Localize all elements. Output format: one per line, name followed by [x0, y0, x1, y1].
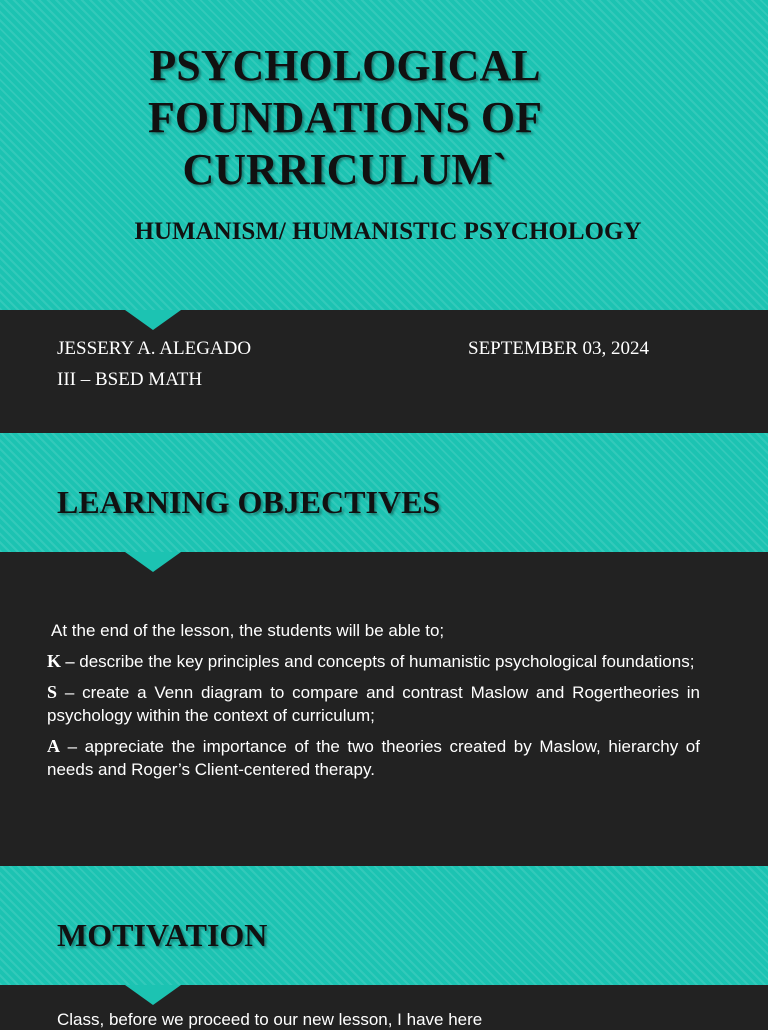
- objectives-body: [0, 552, 768, 866]
- section-notch: [125, 552, 181, 572]
- motivation-header-band: [0, 866, 768, 985]
- objective-item: [47, 735, 700, 781]
- title-band: [0, 0, 768, 310]
- objective-text: describe the key principles and concepts of humanistic psychological foundations;: [74, 652, 695, 671]
- objective-text: – create a Venn diagram to compare and contrast Maslow and Rogertheories in psychology within the context of curriculum;: [47, 683, 700, 725]
- title-line: FOUNDATIONS OF: [148, 93, 542, 142]
- title-line: PSYCHOLOGICAL: [149, 41, 541, 90]
- objective-key: S: [47, 682, 58, 702]
- objectives-header-band: [0, 433, 768, 552]
- section-notch: [125, 310, 181, 330]
- title-line: CURRICULUM`: [182, 145, 508, 194]
- document-subtitle: HUMANISM/ HUMANISTIC PSYCHOLOGY: [134, 218, 642, 245]
- motivation-text: Class, before we proceed to our new lesson, I have here: [57, 1010, 483, 1029]
- section-notch: [125, 985, 181, 1005]
- objectives-intro: At the end of the lesson, the students will be able to;: [51, 621, 445, 640]
- objective-item: [47, 681, 700, 727]
- presentation-date: SEPTEMBER 03, 2024: [468, 338, 650, 359]
- author-band: [0, 310, 768, 433]
- objective-key: K –: [47, 651, 75, 671]
- objective-text: – appreciate the importance of the two theories created by Maslow, hierarchy of needs and Roger’s Client-centered therapy.: [47, 737, 700, 779]
- motivation-heading: MOTIVATION: [57, 917, 268, 953]
- author-course: III – BSED MATH: [57, 369, 203, 390]
- objectives-heading: LEARNING OBJECTIVES: [57, 484, 441, 520]
- author-name: JESSERY A. ALEGADO: [57, 338, 252, 359]
- objectives-text: [47, 619, 700, 789]
- document-title: [100, 40, 590, 196]
- objective-key: A: [47, 736, 60, 756]
- objective-item: [47, 650, 700, 673]
